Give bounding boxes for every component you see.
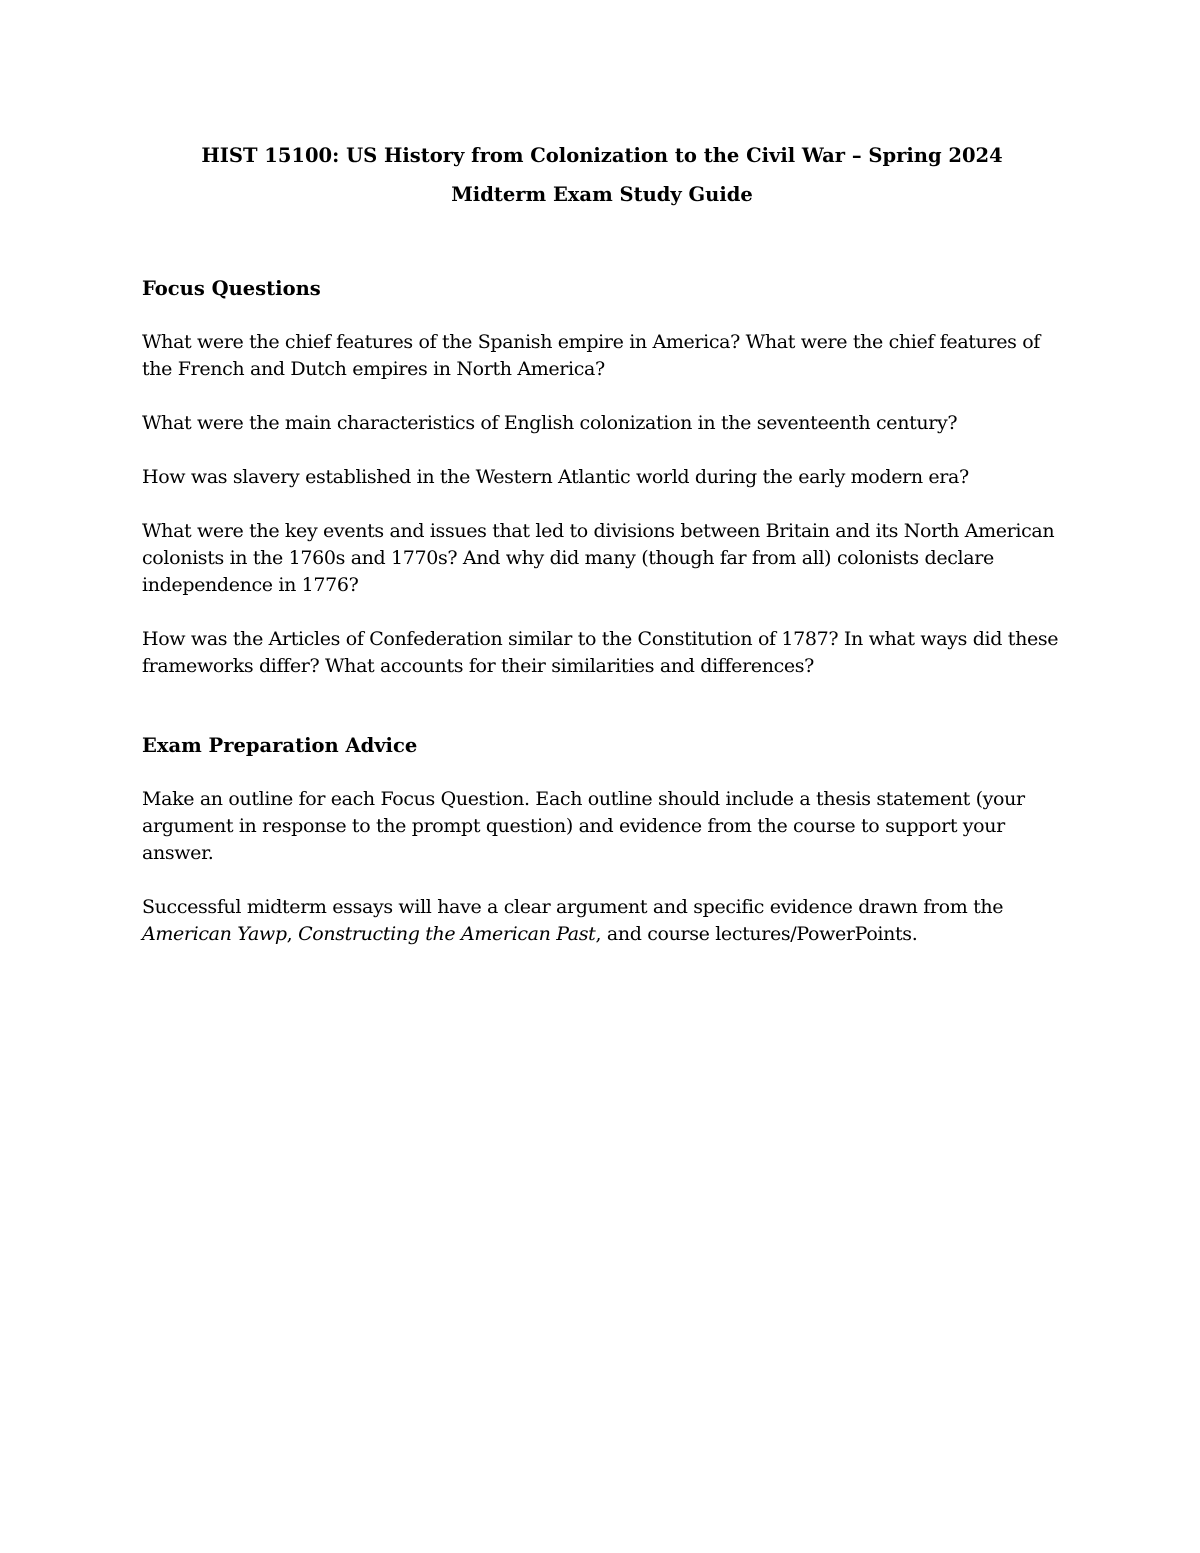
book-title-constructing-american-past: Constructing the American Past: [298, 923, 596, 945]
focus-question-5: How was the Articles of Confederation similar to the Constitution of 1787? In what ways did these frameworks differ? What accounts for their similarities and differences?: [142, 628, 1059, 677]
document-content: [142, 140, 1062, 948]
book-title-american-yawp: American Yawp: [142, 923, 287, 945]
focus-question-2: What were the main characteristics of English colonization in the seventeenth century?: [142, 412, 958, 434]
document-title: HIST 15100: US History from Colonization to the Civil War – Spring 2024: [201, 144, 1003, 167]
advice-essays-separator: ,: [286, 923, 299, 945]
advice-paragraph-outline: Make an outline for each Focus Question. Each outline should include a thesis statement (your argument in response to the prompt question) and evidence from the course to support your answer.: [142, 788, 1025, 864]
advice-essays-lead: Successful midterm essays will have a clear argument and specific evidence drawn from the: [142, 896, 1004, 918]
focus-questions-heading: Focus Questions: [142, 277, 321, 300]
exam-advice-heading: Exam Preparation Advice: [142, 734, 418, 757]
focus-question-1: What were the chief features of the Spanish empire in America? What were the chief features of the French and Dutch empires in North America?: [142, 331, 1040, 380]
advice-paragraph-essays: [142, 894, 1062, 948]
advice-essays-tail: , and course lectures/PowerPoints.: [595, 923, 918, 945]
focus-question-3: How was slavery established in the Western Atlantic world during the early modern era?: [142, 466, 969, 488]
focus-question-4: What were the key events and issues that led to divisions between Britain and its North American colonists in the 1760s and 1770s? And why did many (though far from all) colonists declare independence in 1776?: [142, 520, 1055, 596]
document-subtitle: Midterm Exam Study Guide: [451, 183, 753, 206]
